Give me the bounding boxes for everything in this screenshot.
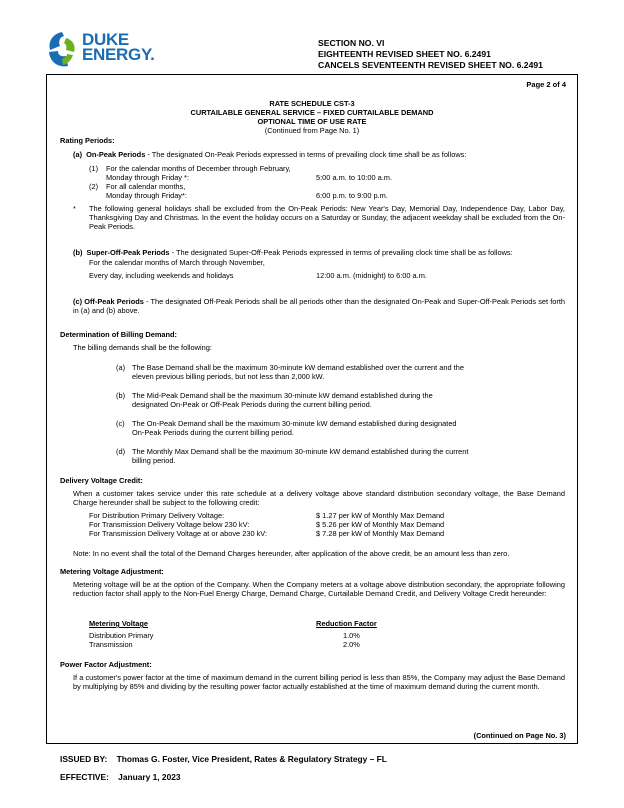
off-peak-title: Off-Peak Periods <box>84 297 144 306</box>
reduction-factor-column-header: Reduction Factor <box>316 619 377 628</box>
rate-schedule-option: OPTIONAL TIME OF USE RATE <box>257 117 367 126</box>
period-2-line2: Monday through Friday*: <box>106 191 187 200</box>
power-factor-text: If a customer's power factor at the time of maximum demand in the current billing period is less than 85%, the Company may adjust the Base Demand by multiplying by 85% and dividing by the resulting power factor actually established at the time of maximum demand during the current month. <box>73 673 565 692</box>
delivery-credit-text: When a customer takes service under this rate schedule at a delivery voltage above standard distribution secondary voltage, the Base Demand Charge hereunder shall be subject to the following credit: <box>73 489 565 508</box>
period-2-number: (2) <box>89 182 99 191</box>
period-1-time: 5:00 a.m. to 10:00 a.m. <box>316 173 393 182</box>
logo-line1: DUKE <box>82 30 129 49</box>
holiday-asterisk: * <box>73 204 76 213</box>
super-off-peak-paragraph <box>73 248 513 257</box>
billing-item-label: (c) <box>116 419 125 428</box>
effective-value: January 1, 2023 <box>118 772 181 782</box>
metering-text: Metering voltage will be at the option of the Company. When the Company meters at a voltage above distribution secondary, the appropriate following reduction factor shall apply to the Non-Fuel Energy Charge, Demand Charge, Curtailable Demand Credit, and Delivery Voltage Credit hereunder: <box>73 580 565 599</box>
duke-energy-logo-icon <box>46 30 80 70</box>
holiday-note: The following general holidays shall be excluded from the On-Peak Periods: New Year's Day, Memorial Day, Independence Day, Labor Day, Thanksgiving Day and Christmas. In the event the holiday occurs on a Saturday or Sunday, the adjacent weekday shall be excluded from the On-Peak Periods. <box>89 204 565 232</box>
power-factor-heading: Power Factor Adjustment: <box>60 660 152 669</box>
billing-item-line1: The Mid-Peak Demand shall be the maximum 30-minute kW demand established during the <box>132 391 433 400</box>
credit-row-label: For Transmission Delivery Voltage below 230 kV: <box>89 520 250 529</box>
super-off-peak-time: 12:00 a.m. (midnight) to 6:00 a.m. <box>316 271 427 280</box>
rate-schedule-subtitle: CURTAILABLE GENERAL SERVICE – FIXED CURTAILABLE DEMAND <box>190 108 434 117</box>
super-off-peak-months: For the calendar months of March through November, <box>89 258 265 267</box>
billing-item-line1: The Base Demand shall be the maximum 30-minute kW demand established over the current and the <box>132 363 464 372</box>
on-peak-label: (a) <box>73 150 83 159</box>
metering-voltage-column-header: Metering Voltage <box>89 619 148 628</box>
super-off-peak-title: Super-Off-Peak Periods <box>86 248 170 257</box>
off-peak-label: (c) <box>73 297 83 306</box>
credit-row-value: $ 7.28 per kW of Monthly Max Demand <box>316 529 445 538</box>
period-1-line2: Monday through Friday *: <box>106 173 189 182</box>
billing-item-label: (b) <box>116 391 126 400</box>
metering-row-factor: 2.0% <box>343 640 360 649</box>
super-off-peak-days: Every day, including weekends and holidays <box>89 271 234 280</box>
billing-item-label: (a) <box>116 363 126 372</box>
issued-by <box>60 754 387 764</box>
period-2-time: 6:00 p.m. to 9:00 p.m. <box>316 191 388 200</box>
cancels-sheet: CANCELS SEVENTEENTH REVISED SHEET NO. 6.2491 <box>318 60 543 70</box>
metering-row-factor: 1.0% <box>343 631 360 640</box>
revised-sheet: EIGHTEENTH REVISED SHEET NO. 6.2491 <box>318 49 491 59</box>
billing-item-line2: On-Peak Periods during the current billing period. <box>132 428 294 437</box>
credit-row-label: For Distribution Primary Delivery Voltage: <box>89 511 225 520</box>
metering-heading: Metering Voltage Adjustment: <box>60 567 164 576</box>
period-2-line1: For all calendar months, <box>106 182 186 191</box>
billing-item-line2: billing period. <box>132 456 176 465</box>
period-1-number: (1) <box>89 164 99 173</box>
billing-item-line2: designated On-Peak or Off-Peak Periods during the current billing period. <box>132 400 372 409</box>
effective-label: EFFECTIVE: <box>60 772 109 782</box>
delivery-credit-note: Note: In no event shall the total of the Demand Charges hereunder, after application of the above credit, be an amount less than zero. <box>73 549 510 558</box>
on-peak-paragraph <box>73 150 466 159</box>
logo-line2: ENERGY. <box>82 45 155 64</box>
issued-by-value: Thomas G. Foster, Vice President, Rates & Regulatory Strategy – FL <box>116 754 387 764</box>
continued-on: (Continued on Page No. 3) <box>473 731 566 740</box>
metering-row-voltage: Distribution Primary <box>89 631 154 640</box>
billing-demand-intro: The billing demands shall be the following: <box>73 343 212 352</box>
issued-by-label: ISSUED BY: <box>60 754 108 764</box>
sheet-header <box>318 38 543 71</box>
billing-item-line1: The Monthly Max Demand shall be the maximum 30-minute kW demand established during the current <box>132 447 469 456</box>
effective-date <box>60 772 181 782</box>
credit-row-value: $ 5.26 per kW of Monthly Max Demand <box>316 520 445 529</box>
period-1-line1: For the calendar months of December through February, <box>106 164 291 173</box>
billing-demand-heading: Determination of Billing Demand: <box>60 330 178 339</box>
on-peak-title: On-Peak Periods <box>86 150 146 159</box>
delivery-credit-heading: Delivery Voltage Credit: <box>60 476 143 485</box>
billing-item-label: (d) <box>116 447 126 456</box>
super-off-peak-text: - The designated Super-Off-Peak Periods expressed in terms of prevailing clock time shall be as follows: <box>169 248 513 257</box>
billing-item-line2: eleven previous billing periods, but not less than 2,000 kW. <box>132 372 325 381</box>
on-peak-text: - The designated On-Peak Periods expressed in terms of prevailing clock time shall be as follows: <box>145 150 467 159</box>
metering-row-voltage: Transmission <box>89 640 133 649</box>
page-number: Page 2 of 4 <box>526 80 566 89</box>
section-number: SECTION NO. VI <box>318 38 385 48</box>
credit-row-label: For Transmission Delivery Voltage at or above 230 kV: <box>89 529 268 538</box>
duke-energy-logo <box>46 30 156 72</box>
rating-periods-heading: Rating Periods: <box>60 136 115 145</box>
off-peak-paragraph <box>73 297 565 315</box>
super-off-peak-label: (b) <box>73 248 83 257</box>
rate-schedule-title: RATE SCHEDULE CST-3 <box>269 99 355 108</box>
continued-from: (Continued from Page No. 1) <box>264 126 360 135</box>
off-peak-text: - The designated Off-Peak Periods shall be all periods other than the designated On-Peak and Super-Off-Peak Periods set forth in (a) and (b) above. <box>73 297 566 316</box>
credit-row-value: $ 1.27 per kW of Monthly Max Demand <box>316 511 445 520</box>
billing-item-line1: The On-Peak Demand shall be the maximum 30-minute kW demand established during designated <box>132 419 457 428</box>
